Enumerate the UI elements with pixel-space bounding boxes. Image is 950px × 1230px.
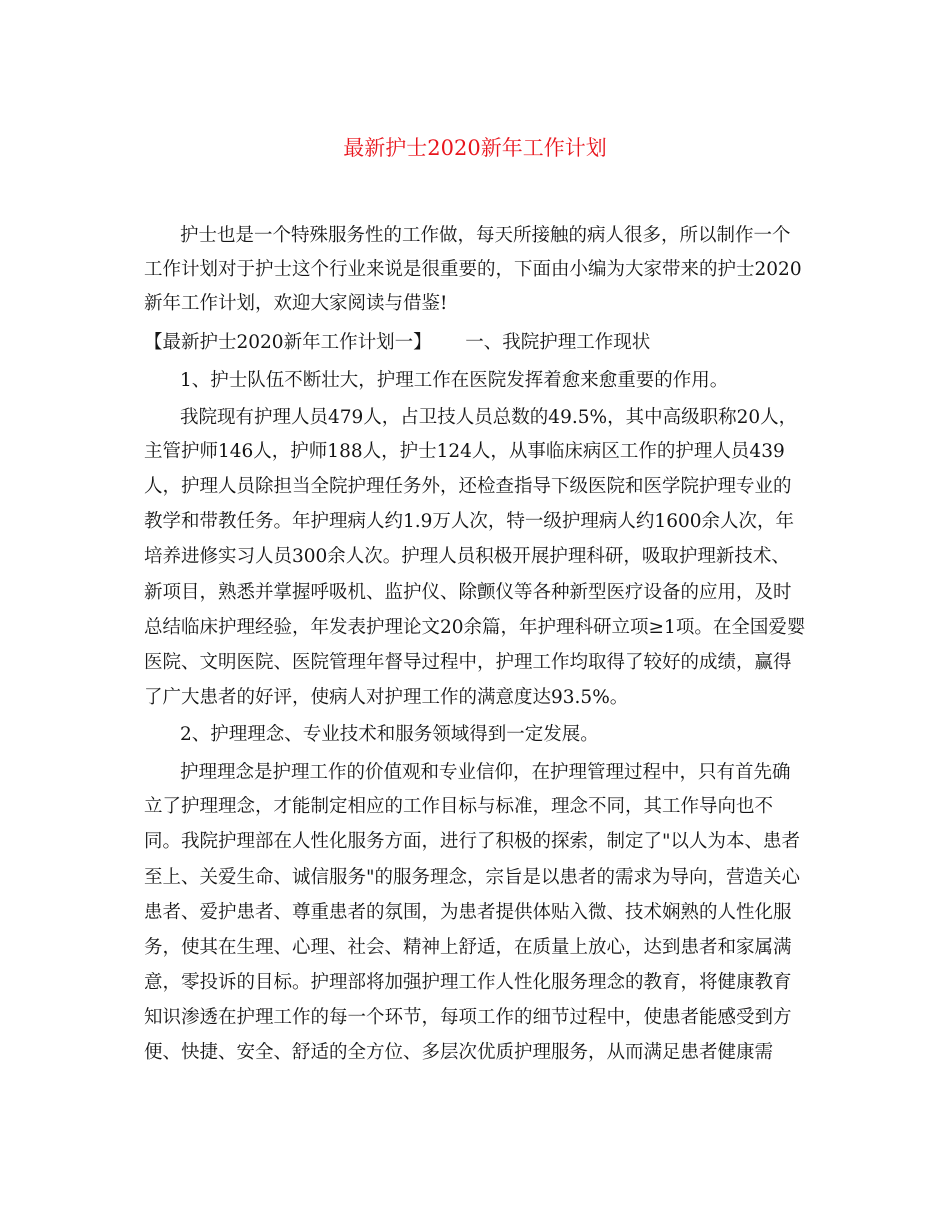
body-line: 了广大患者的好评，使病人对护理工作的满意度达93.5%。 (144, 687, 629, 708)
section-heading-line: 【最新护士2020新年工作计划一】 一、我院护理工作现状 (144, 332, 651, 353)
body-line: 意，零投诉的目标。护理部将加强护理工作人性化服务理念的教育，将健康教育 (144, 972, 792, 993)
body-line: 便、快捷、安全、舒适的全方位、多层次优质护理服务，从而满足患者健康需 (144, 1042, 774, 1063)
body-line: 2、护理理念、专业技术和服务领域得到一定发展。 (180, 724, 599, 745)
body-line: 同。我院护理部在人性化服务方面，进行了积极的探索，制定了"以人为本、患者 (144, 831, 801, 852)
body-line: 我院现有护理人员479人，占卫技人员总数的49.5%，其中高级职称20人， (180, 407, 798, 428)
document-title: 最新护士2020新年工作计划 (343, 136, 607, 160)
body-line: 务，使其在生理、心理、社会、精神上舒适，在质量上放心，达到患者和家属满 (144, 937, 792, 958)
body-line: 1、护士队伍不断壮大，护理工作在医院发挥着愈来愈重要的作用。 (180, 370, 729, 391)
body-line: 新年工作计划，欢迎大家阅读与借鉴! (144, 293, 448, 314)
body-line: 主管护师146人，护师188人，护士124人，从事临床病区工作的护理人员439 (144, 441, 785, 462)
body-line: 培养进修实习人员300余人次。护理人员积极开展护理科研，吸取护理新技术、 (144, 546, 790, 567)
body-line: 至上、关爱生命、诚信服务"的服务理念，宗旨是以患者的需求为导向，营造关心 (144, 867, 801, 888)
body-line: 工作计划对于护士这个行业来说是很重要的，下面由小编为大家带来的护士2020 (144, 259, 802, 280)
body-line: 教学和带教任务。年护理病人约1.9万人次，特一级护理病人约1600余人次，年 (144, 511, 795, 532)
body-line: 医院、文明医院、医院管理年督导过程中，护理工作均取得了较好的成绩，赢得 (144, 652, 792, 673)
body-line: 总结临床护理经验，年发表护理论文20余篇，年护理科研立项≥1项。在全国爱婴 (144, 617, 806, 638)
body-line: 新项目，熟悉并掌握呼吸机、监护仪、除颤仪等各种新型医疗设备的应用，及时 (144, 582, 792, 603)
body-line: 知识渗透在护理工作的每一个环节，每项工作的细节过程中，使患者能感受到方 (144, 1007, 792, 1028)
body-line: 人，护理人员除担当全院护理任务外，还检查指导下级医院和医学院护理专业的 (144, 476, 792, 497)
body-line: 立了护理理念，才能制定相应的工作目标与标准，理念不同，其工作导向也不 (144, 796, 774, 817)
body-line: 患者、爱护患者、尊重患者的氛围，为患者提供体贴入微、技术娴熟的人性化服 (144, 902, 792, 923)
body-line: 护士也是一个特殊服务性的工作做，每天所接触的病人很多，所以制作一个 (180, 225, 791, 246)
body-line: 护理理念是护理工作的价值观和专业信仰，在护理管理过程中，只有首先确 (180, 762, 791, 783)
